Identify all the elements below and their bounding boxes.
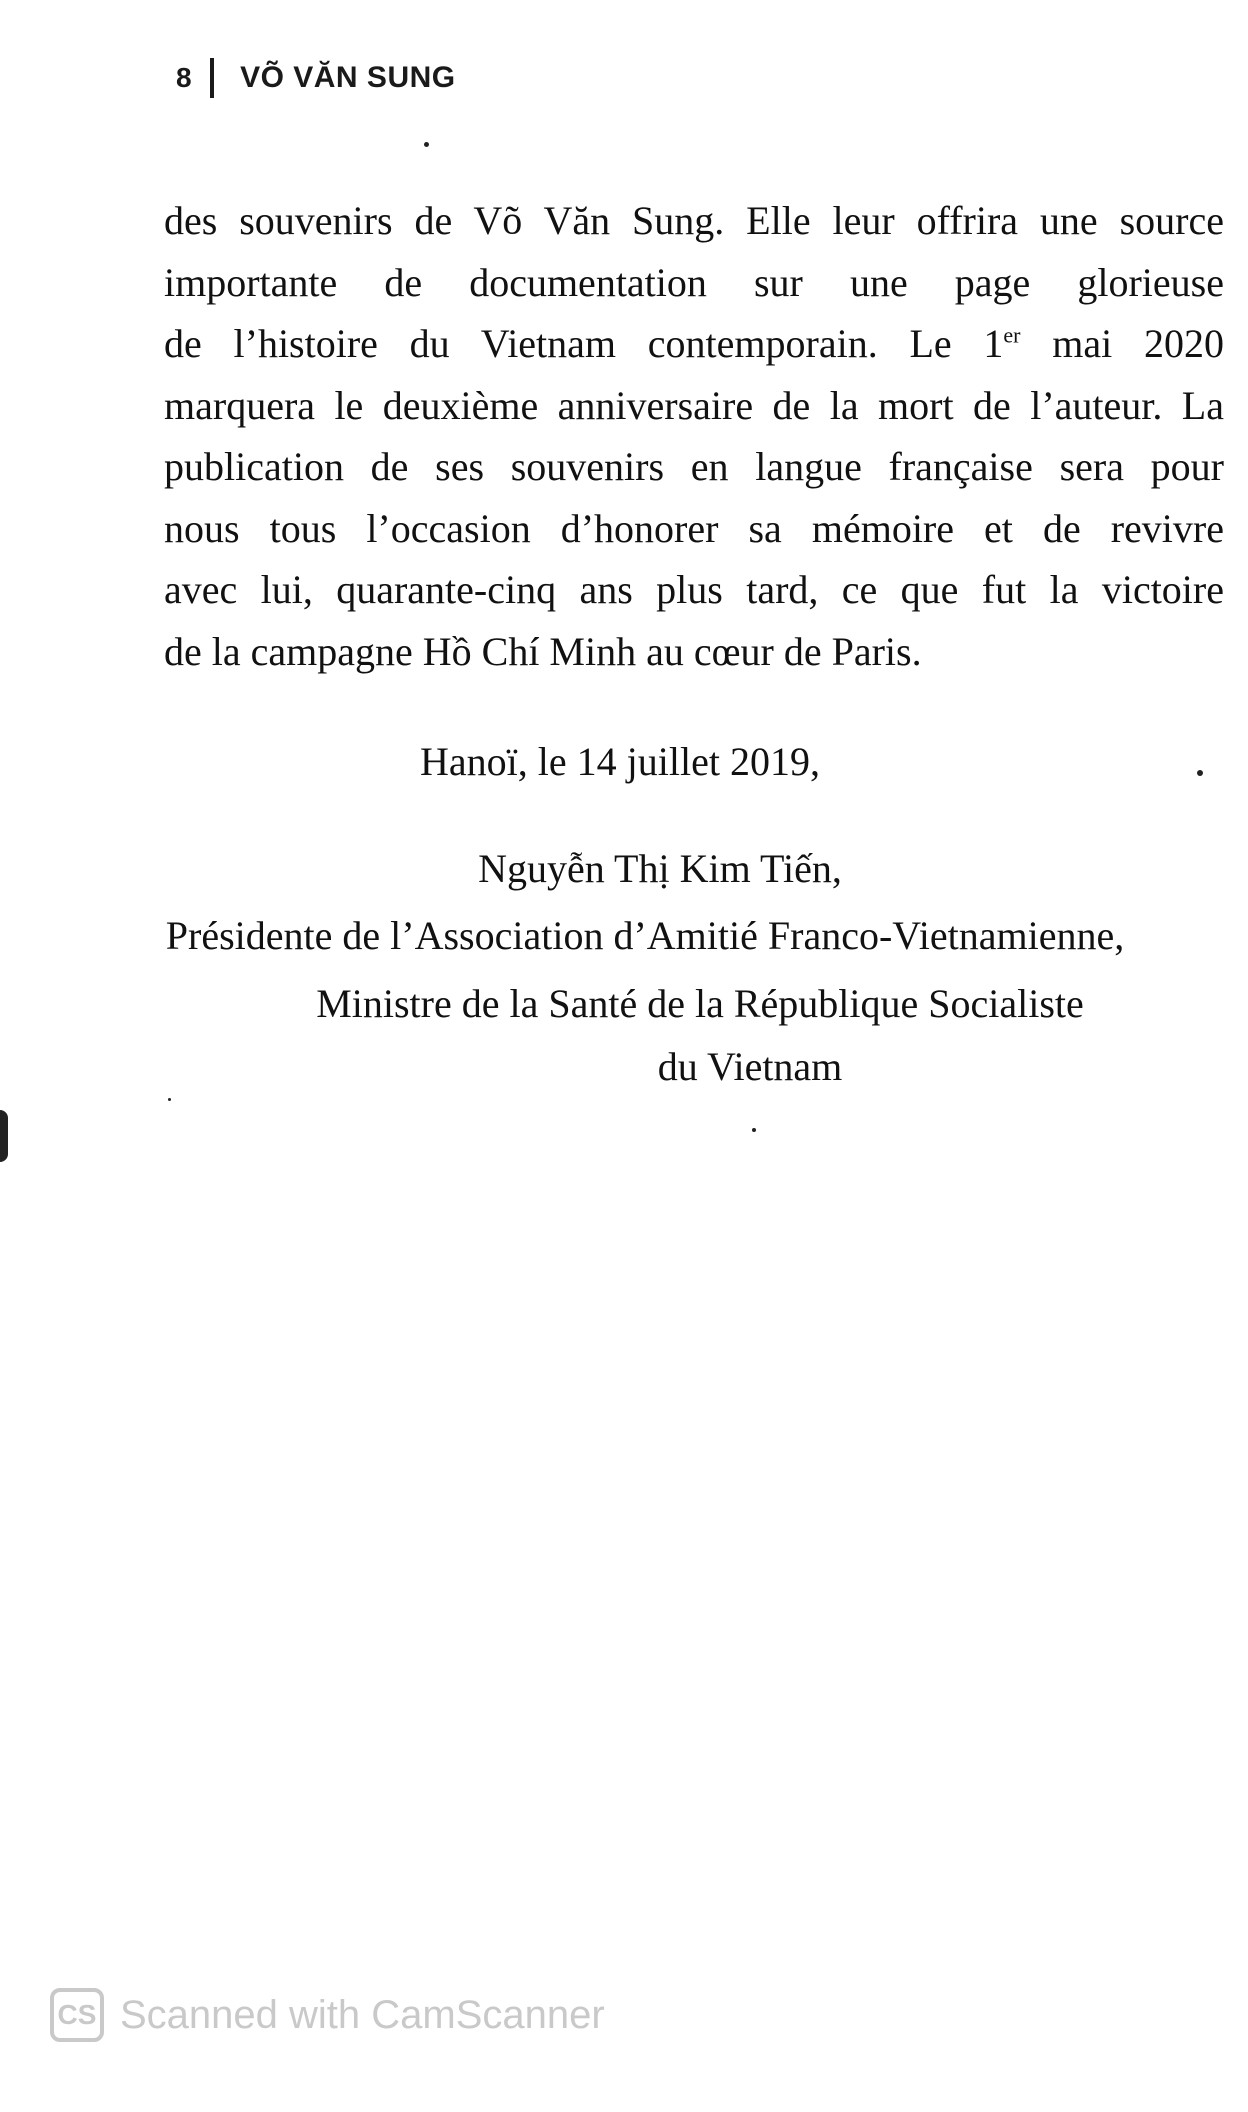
- page-number: 8: [176, 62, 193, 93]
- body-paragraph: [164, 190, 1224, 682]
- body-line: de la campagne Hồ Chí Minh au cœur de Paris.: [164, 628, 922, 674]
- body-line: [164, 313, 1224, 375]
- body-line: avec lui, quarante-cinq ans plus tard, ce que fut la victoire: [164, 567, 1224, 612]
- running-header: [176, 58, 456, 98]
- signer-title-line-2: Ministre de la Santé de la République Socialiste: [316, 981, 1084, 1026]
- body-line-text: mai 2020: [1020, 321, 1225, 366]
- header-separator: [210, 58, 214, 98]
- date-line: Hanoï, le 14 juillet 2019,: [420, 739, 820, 784]
- signer-title-line-1: Présidente de l’Association d’Amitié Franco-Vietnamienne,: [165, 913, 1125, 958]
- dust-speck: [424, 142, 429, 147]
- ordinal-superscript: er: [1003, 322, 1021, 348]
- body-line: publication de ses souvenirs en langue française sera pour: [164, 444, 1224, 489]
- camscanner-logo-icon: CS: [50, 1988, 104, 2042]
- body-line: nous tous l’occasion d’honorer sa mémoire et de revivre: [164, 505, 1224, 551]
- body-line: des souvenirs de Võ Văn Sung. Elle leur offrira une source: [164, 198, 1224, 243]
- dust-speck: [752, 1128, 756, 1132]
- body-line: importante de documentation sur une page glorieuse: [164, 259, 1224, 305]
- signer-title-line-3: du Vietnam: [657, 1044, 843, 1089]
- running-title: VÕ VĂN SUNG: [240, 61, 456, 94]
- body-line-text: de l’histoire du Vietnam contemporain. Le 1: [164, 321, 1004, 366]
- dust-speck: [168, 1098, 171, 1101]
- page-edge-mark: [0, 1110, 8, 1162]
- body-line: marquera le deuxième anniversaire de la mort de l’auteur. La: [164, 382, 1224, 428]
- camscanner-watermark: [50, 1988, 605, 2042]
- dust-speck: [1197, 770, 1203, 776]
- watermark-text: Scanned with CamScanner: [120, 1992, 605, 2037]
- signer-name: Nguyễn Thị Kim Tiến,: [478, 846, 842, 891]
